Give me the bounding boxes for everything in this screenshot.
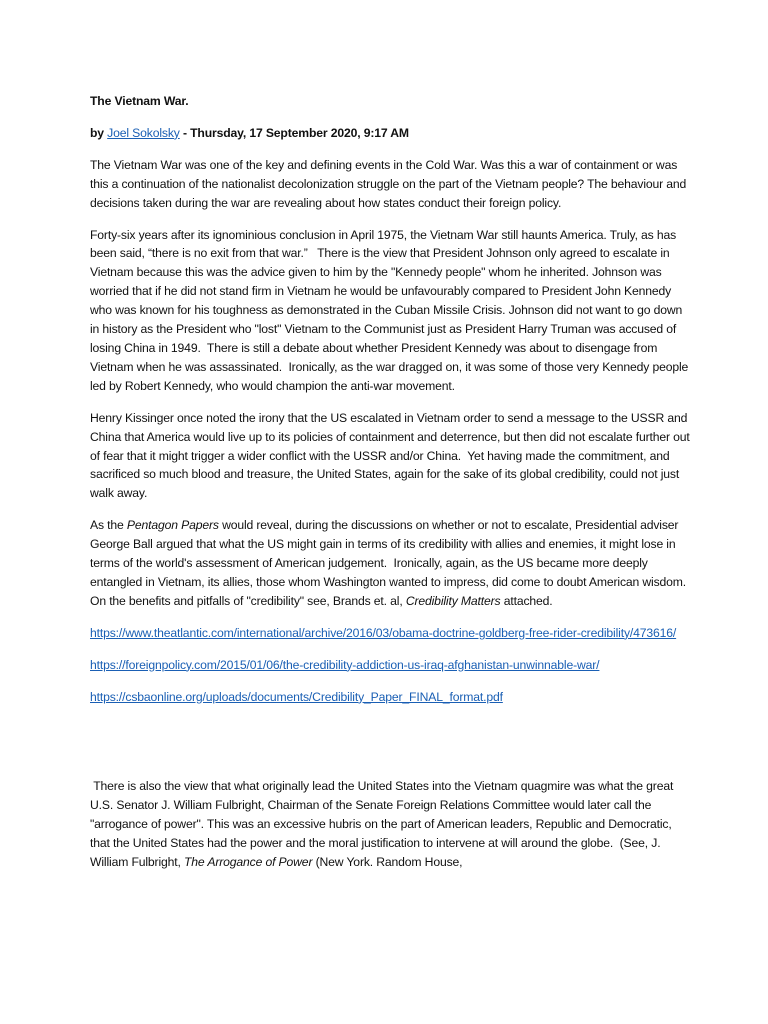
link-paragraph-3 xyxy=(90,688,690,707)
paragraph-4-text-e: attached. xyxy=(500,593,553,608)
credibility-matters-title: Credibility Matters xyxy=(405,593,501,608)
arrogance-of-power-title: The Arrogance of Power xyxy=(184,855,313,870)
paragraph-2: Forty-six years after its ignominious conclusion in April 1975, the Vietnam War still haunts America. Truly, as has been said, “there is no exit from that war.” There is the view that President Johnson only agreed to escalate in Vietnam because this was the advice given to him by the "Kennedy people" whom he inherited. Johnson was worried that if he did not stand firm in Vietnam he would be unfavourably compared to President John Kennedy who was known for his toughness as demonstrated in the Cuban Missile Crisis. Johnson did not want to go down in history as the President who "lost" Vietnam to the Communist just as President Harry Truman was accused of losing China in 1949. There is still a debate about whether President Kennedy was about to disengage from Vietnam when he was assassinated. Ironically, as the war dragged on, it was some of those very Kennedy people led by Robert Kennedy, who would champion the anti-war movement. xyxy=(90,227,689,393)
theatlantic-link[interactable]: https://www.theatlantic.com/international/archive/2016/03/obama-doctrine-goldberg-free-rider-credibility/473616/ xyxy=(90,625,677,640)
paragraph-4 xyxy=(90,516,690,611)
paragraph-5 xyxy=(90,777,690,872)
document-page xyxy=(90,92,690,885)
paragraph-1: The Vietnam War was one of the key and defining events in the Cold War. Was this a war of containment or was this a continuation of the nationalist decolonization struggle on the part of the Vietnam people? The behaviour and decisions taken during the war are revealing about how states conduct their foreign policy. xyxy=(90,157,687,210)
author-link[interactable]: Joel Sokolsky xyxy=(107,125,180,140)
pentagon-papers-title: Pentagon Papers xyxy=(126,518,219,533)
link-paragraph-2 xyxy=(90,656,690,675)
paragraph-5-text-a: There is also the view that what originally lead the United States into the Vietnam quagmire was what the great U.S. Senator J. William Fulbright, Chairman of the Senate Foreign Relations Committee would later call the "arrogance of power". This was an excessive hubris on the part of American leaders, Republic and Democratic, that the United States had the power and the moral justification to intervene at will around the globe. (See, J. William Fulbright, xyxy=(90,779,674,870)
page-title: The Vietnam War. xyxy=(90,94,189,108)
byline xyxy=(90,124,690,143)
byline-date: - Thursday, 17 September 2020, 9:17 AM xyxy=(179,125,409,140)
link-paragraph-1 xyxy=(90,624,690,643)
paragraph-3: Henry Kissinger once noted the irony that the US escalated in Vietnam order to send a message to the USSR and China that America would live up to its policies of containment and deterrence, but then did not escalate further out of fear that it might trigger a wider conflict with the USSR and/or China. Yet having made the commitment, and sacrificed so much blood and treasure, the United States, again for the sake of its global credibility, could not just walk away. xyxy=(90,410,690,501)
byline-prefix: by xyxy=(90,125,108,140)
foreignpolicy-link[interactable]: https://foreignpolicy.com/2015/01/06/the-credibility-addiction-us-iraq-afghanistan-unwinnable-war/ xyxy=(90,657,600,672)
csbaonline-link[interactable]: https://csbaonline.org/uploads/documents/Credibility_Paper_FINAL_format.pdf xyxy=(90,689,503,704)
blank-space xyxy=(90,719,690,777)
paragraph-4-text-c: would reveal, during the discussions on whether or not to escalate, Presidential adviser George Ball argued that what the US might gain in terms of its credibility with allies and enemies, it might lose in terms of the world's assessment of American judgement. Ironically, again, as the US became more deeply entangled in Vietnam, its allies, those whom Washington wanted to impress, did come to doubt American wisdom. On the benefits and pitfalls of "credibility" see, Brands et. al, xyxy=(90,518,687,608)
paragraph-5-text-c: (New York. Random House, xyxy=(312,855,463,870)
paragraph-4-text-a: As the xyxy=(90,518,127,533)
